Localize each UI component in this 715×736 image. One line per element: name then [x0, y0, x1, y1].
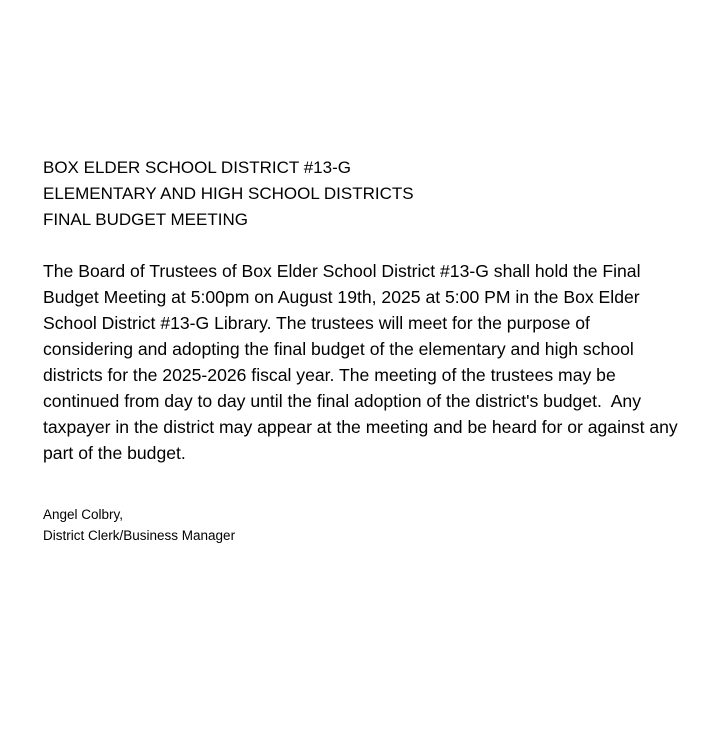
signature-name: Angel Colbry,	[43, 507, 124, 522]
signature-title: District Clerk/Business Manager	[43, 528, 236, 543]
notice-heading	[43, 155, 683, 233]
heading-district-name: BOX ELDER SCHOOL DISTRICT #13-G	[43, 158, 351, 177]
signature-block	[43, 504, 443, 546]
notice-body: The Board of Trustees of Box Elder School District #13-G shall hold the Final Budget Meeting at 5:00pm on August 19th, 2025 at 5:00 PM in the Box Elder School District #13-G Library. The trustees will meet for the purpose of considering and adopting the final budget of the elementary and high school districts for the 2025-2026 fiscal year. The meeting of the trustees may be continued from day to day until the final adoption of the district's budget. Any taxpayer in the district may appear at the meeting and be heard for or against any part of the budget.	[43, 261, 683, 463]
heading-meeting-title: FINAL BUDGET MEETING	[43, 210, 248, 229]
heading-districts: ELEMENTARY AND HIGH SCHOOL DISTRICTS	[43, 184, 414, 203]
